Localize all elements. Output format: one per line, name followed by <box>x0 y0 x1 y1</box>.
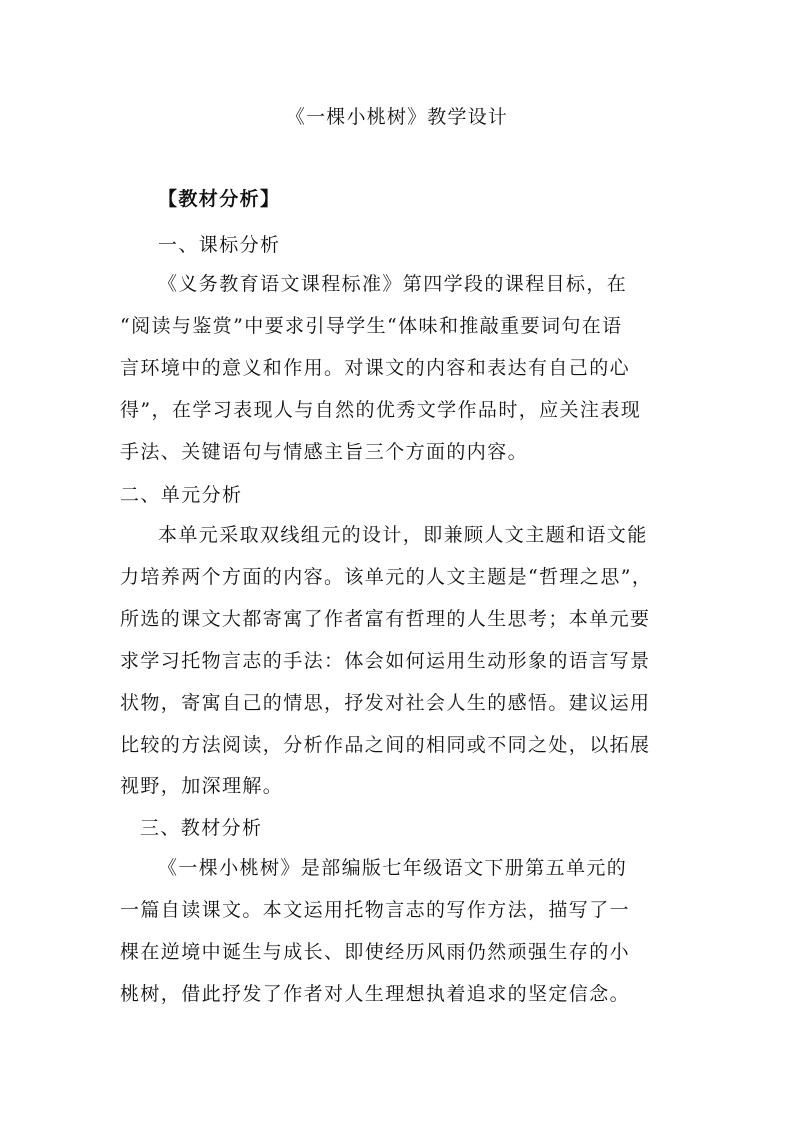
paragraph-line: 视野，加深理解。 <box>120 775 284 797</box>
paragraph-line: 手法、关键语句与情感主旨三个方面的内容。 <box>120 441 529 463</box>
paragraph-line: 棵在逆境中诞生与成长、即使经历风雨仍然顽强生存的小 <box>120 941 631 963</box>
paragraph-line: 所选的课文大都寄寓了作者富有哲理的人生思考；本单元要 <box>120 608 651 630</box>
paragraph-line: 桃树，借此抒发了作者对人生理想执着追求的坚定信念。 <box>120 983 631 1005</box>
paragraph-line: 得”，在学习表现人与自然的优秀文学作品时，应关注表现 <box>120 399 642 421</box>
paragraph-line: 本单元采取双线组元的设计，即兼顾人文主题和语文能 <box>158 524 648 546</box>
paragraph-line: 状物，寄寓自己的情思，抒发对社会人生的感悟。建议运用 <box>120 692 651 714</box>
paragraph-line: 力培养两个方面的内容。该单元的人文主题是“哲理之思”， <box>120 566 653 588</box>
paragraph-line: 比较的方法阅读，分析作品之间的相同或不同之处，以拓展 <box>120 734 651 756</box>
section-heading: 【教材分析】 <box>158 188 281 210</box>
part2-heading: 二、单元分析 <box>120 484 243 506</box>
paragraph-line: 《一棵小桃树》是部编版七年级语文下册第五单元的 <box>158 857 628 879</box>
part1-heading: 一、课标分析 <box>158 234 281 256</box>
paragraph-line: 言环境中的意义和作用。对课文的内容和表达有自己的心 <box>120 357 631 379</box>
paragraph-line: “阅读与鉴赏”中要求引导学生“体味和推敲重要词句在语 <box>120 315 623 337</box>
document-title: 《一棵小桃树》教学设计 <box>285 106 509 128</box>
paragraph-line: 求学习托物言志的手法：体会如何运用生动形象的语言写景 <box>120 650 651 672</box>
paragraph-line: 《义务教育语文课程标准》第四学段的课程目标，在 <box>158 273 628 295</box>
paragraph-line: 一篇自读课文。本文运用托物言志的写作方法，描写了一 <box>120 899 631 921</box>
part3-heading: 三、教材分析 <box>140 817 263 839</box>
